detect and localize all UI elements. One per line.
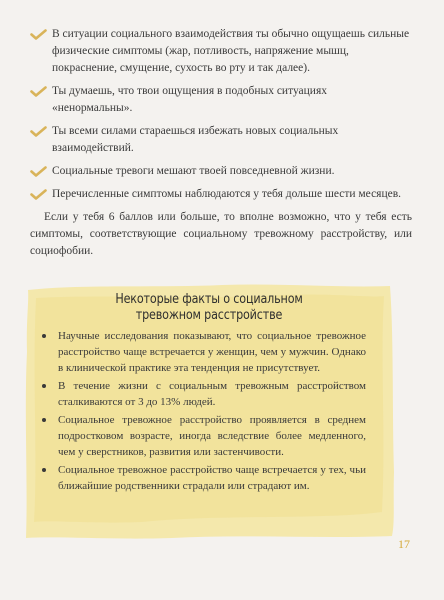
facts-box: [22, 282, 396, 540]
checkmark-icon: [30, 86, 47, 97]
facts-list: [36, 328, 366, 496]
checklist-item: [30, 83, 410, 117]
checklist-item-text: Социальные тревоги мешают твоей повседневной жизни.: [52, 165, 335, 177]
checklist-item: [30, 163, 410, 180]
bullet-dot-icon: [42, 334, 46, 338]
checklist-item: [30, 186, 410, 203]
symptom-checklist: [30, 26, 410, 209]
checkmark-icon: [30, 29, 47, 40]
checklist-item: [30, 26, 410, 77]
fact-text: Социальное тревожное расстройство чаще встречается у тех, чьи ближайшие родственники страдали или страдают им.: [58, 464, 366, 492]
facts-title-line: тревожном расстройстве: [135, 308, 283, 323]
fact-text: Научные исследования показывают, что социальное тревожное расстройство чаще встречается у женщин, чем у мужчин. Однако в клинической практике эта тенденция не присутствует.: [58, 330, 366, 374]
fact-text: Социальное тревожное расстройство проявляется в среднем подростковом возрасте, иногда вследствие более медленного, чем у сверстников, развития или застенчивости.: [58, 414, 366, 458]
fact-item: [36, 412, 366, 460]
facts-title-line: Некоторые факты о социальном: [115, 292, 303, 307]
facts-title: [48, 292, 370, 324]
checkmark-icon: [30, 126, 47, 137]
fact-item: [36, 462, 366, 494]
fact-item: [36, 378, 366, 410]
checkmark-icon: [30, 189, 47, 200]
page-number: 17: [398, 537, 410, 551]
fact-text: В течение жизни с социальным тревожным расстройством сталкиваются от 3 до 13% людей.: [58, 380, 366, 408]
checklist-item-text: Ты думаешь, что твои ощущения в подобных ситуациях «ненормальны».: [52, 85, 328, 114]
bullet-dot-icon: [42, 384, 46, 388]
checklist-item-text: В ситуации социального взаимодействия ты обычно ощущаешь сильные физические симптомы (жар, потливость, напряжение мышц, покраснение, смущение, сухость во рту и так далее).: [52, 28, 410, 74]
checklist-item: [30, 123, 410, 157]
checkmark-icon: [30, 166, 47, 177]
score-conclusion-paragraph: Если у тебя 6 баллов или больше, то вполне возможно, что у тебя есть симптомы, соответствующие социальному тревожному расстройству, или социофобии.: [30, 211, 412, 257]
checklist-item-text: Перечисленные симптомы наблюдаются у тебя дольше шести месяцев.: [52, 188, 402, 200]
bullet-dot-icon: [42, 418, 46, 422]
bullet-dot-icon: [42, 468, 46, 472]
fact-item: [36, 328, 366, 376]
checklist-item-text: Ты всеми силами стараешься избежать новых социальных взаимодействий.: [52, 125, 339, 154]
